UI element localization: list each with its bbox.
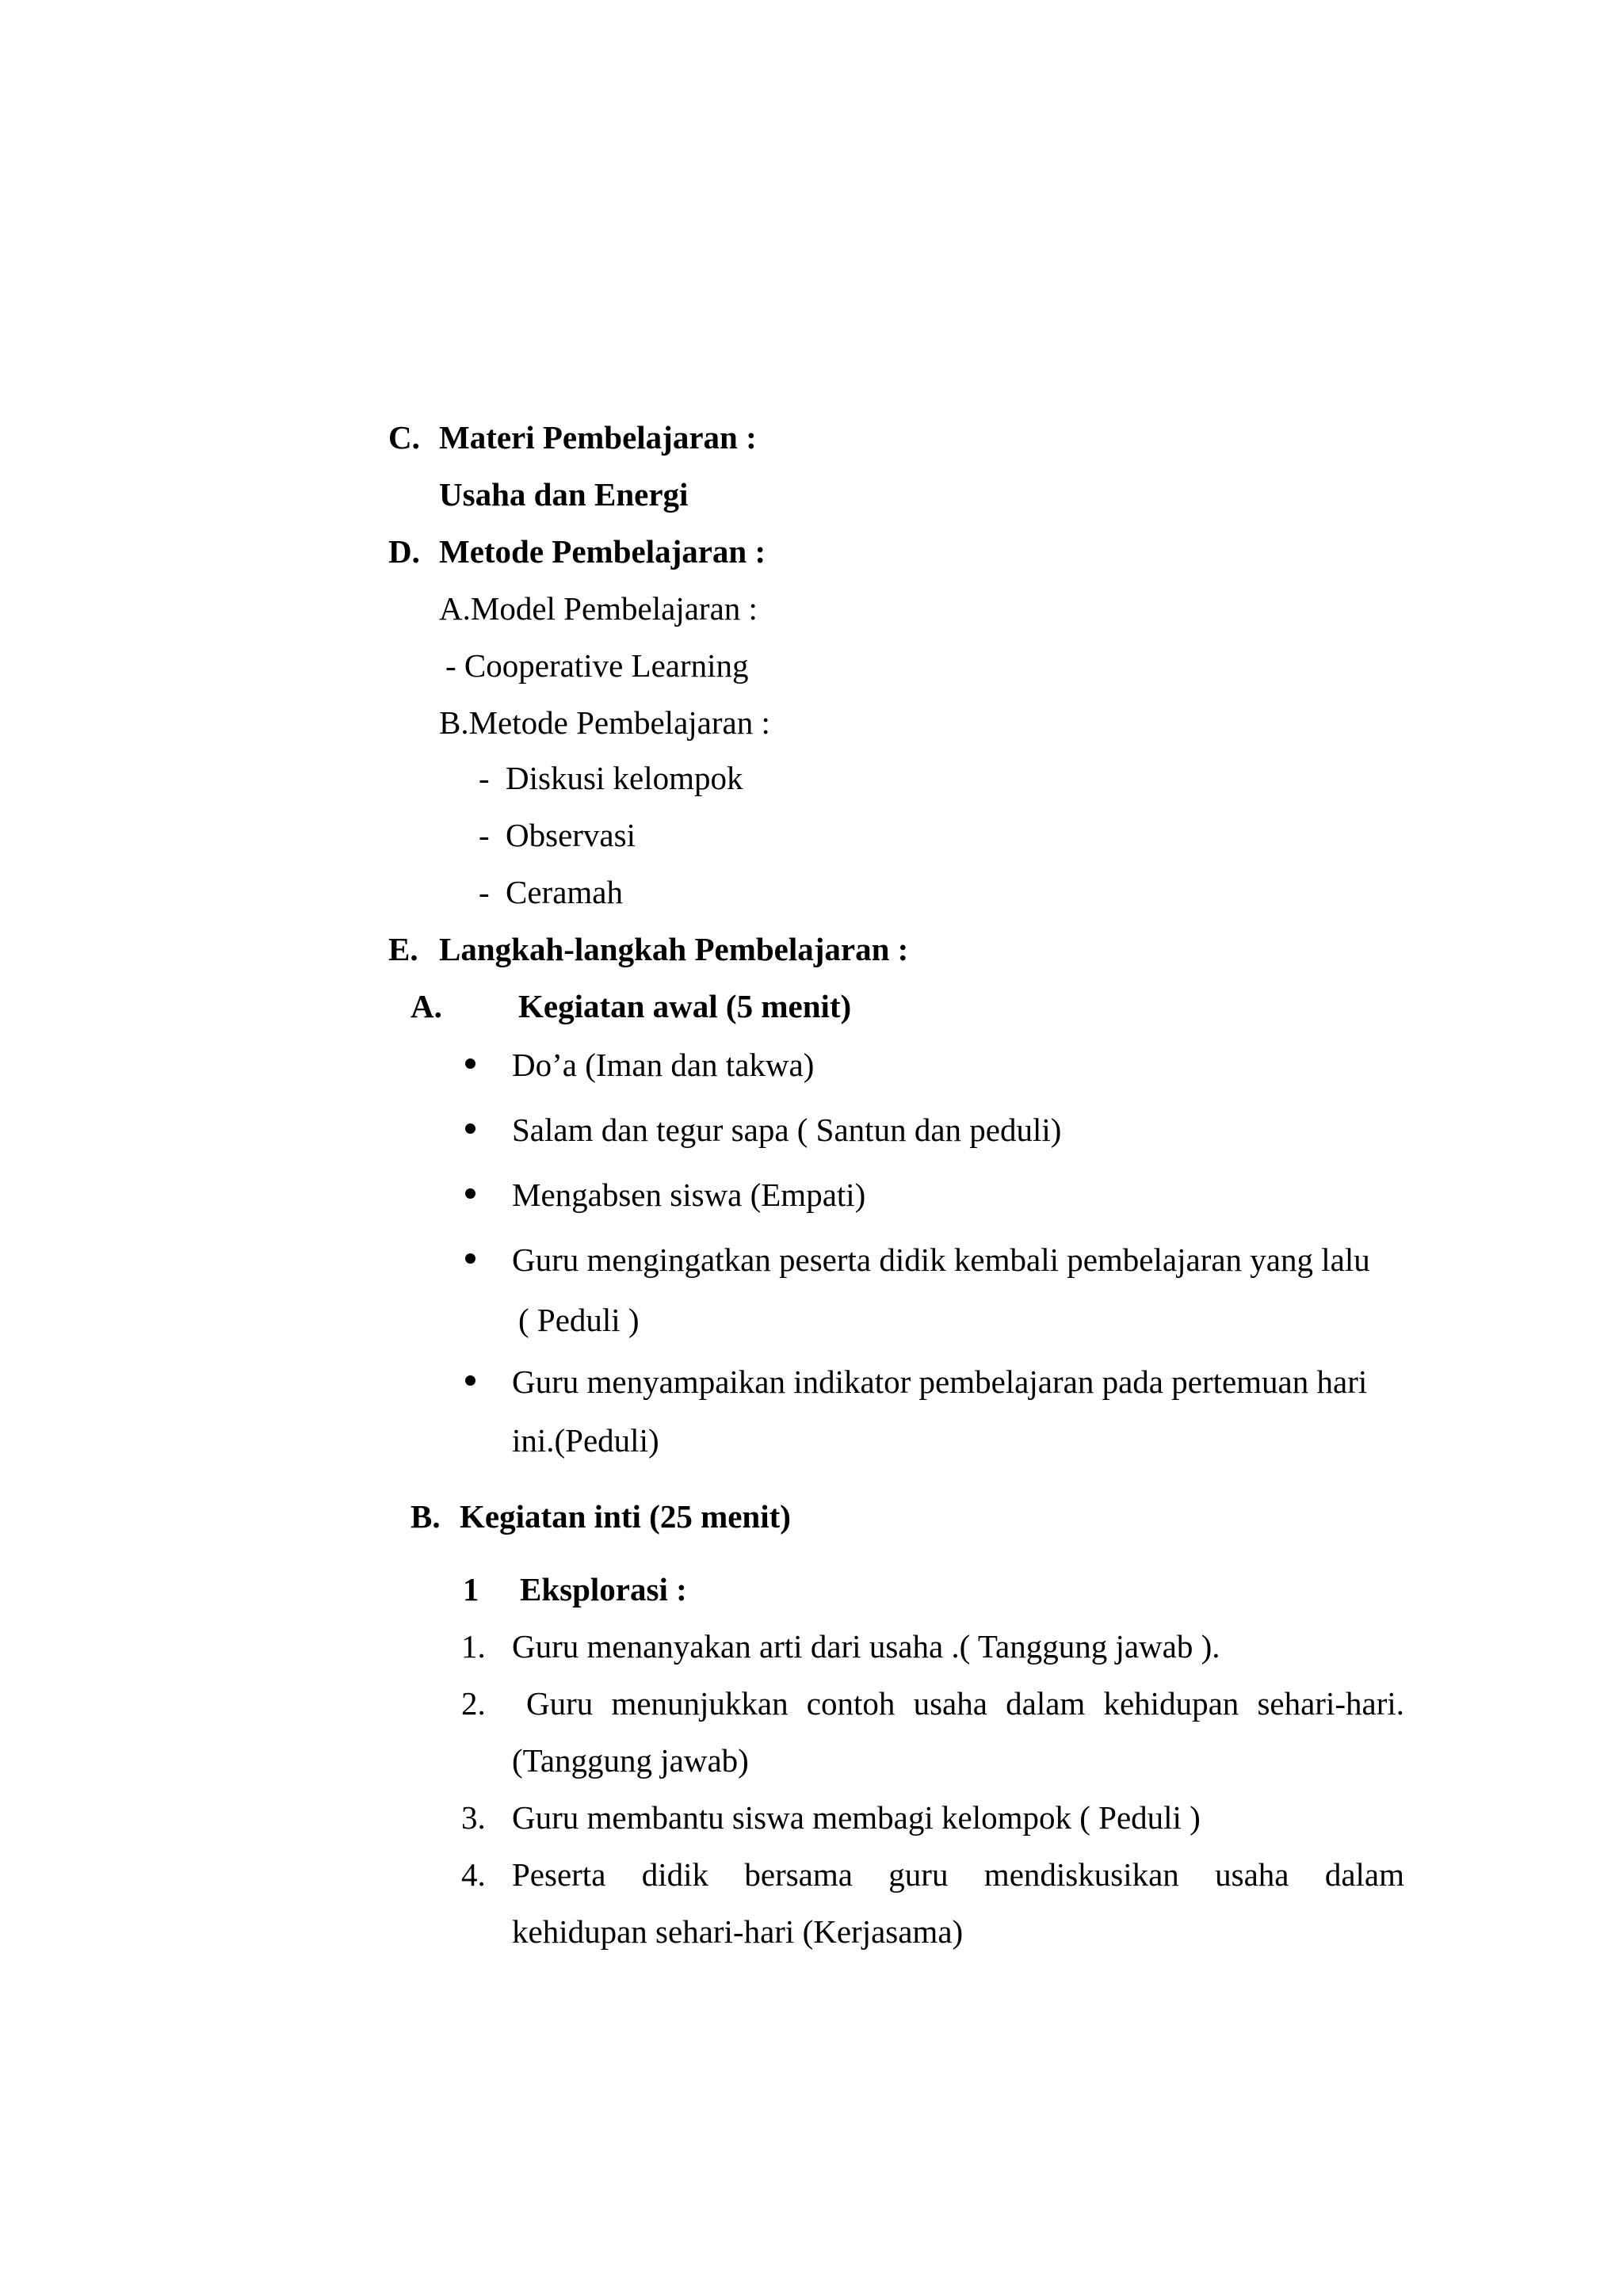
section-d-letter: D. [388, 533, 420, 570]
method-item: Diskusi kelompok [506, 760, 743, 796]
model-heading: A.Model Pembelajaran : [439, 590, 758, 627]
step-number: 2. [461, 1685, 486, 1722]
section-e-heading: Langkah-langkah Pembelajaran : [439, 931, 909, 967]
bullet-icon [465, 1123, 475, 1134]
sub-number: 1 [463, 1571, 479, 1608]
part-a-letter: A. [411, 988, 442, 1024]
bullet-icon [465, 1188, 475, 1199]
part-a-heading: Kegiatan awal (5 menit) [518, 988, 852, 1024]
step-text: Guru membantu siswa membagi kelompok ( Peduli ) [512, 1799, 1201, 1836]
part-b-heading: Kegiatan inti (25 menit) [460, 1498, 791, 1535]
part-b-letter: B. [411, 1498, 441, 1535]
step-text: Peserta didik bersama guru mendiskusikan usaha dalam [512, 1856, 1404, 1893]
step-text: Guru menanyakan arti dari usaha .( Tanggung jawab ). [512, 1628, 1220, 1665]
section-c-topic: Usaha dan Energi [439, 476, 689, 513]
bullet-item: Guru menyampaikan indikator pembelajaran pada pertemuan hari [512, 1363, 1368, 1400]
section-e-letter: E. [388, 931, 418, 967]
bullet-item-continuation: ( Peduli ) [518, 1302, 640, 1338]
bullet-icon [465, 1375, 475, 1386]
model-item: - Cooperative Learning [445, 647, 749, 684]
step-number: 3. [461, 1799, 486, 1836]
bullet-item: Salam dan tegur sapa ( Santun dan peduli) [512, 1112, 1062, 1148]
bullet-icon [465, 1253, 475, 1264]
method-dash: - [479, 817, 490, 853]
step-number: 4. [461, 1856, 486, 1893]
method-dash: - [479, 874, 490, 910]
step-text-continuation: kehidupan sehari-hari (Kerjasama) [512, 1913, 964, 1950]
bullet-item-continuation: ini.(Peduli) [512, 1422, 659, 1459]
section-c-heading: Materi Pembelajaran : [439, 419, 757, 456]
step-text: Guru menunjukkan contoh usaha dalam kehidupan sehari-hari. [526, 1685, 1404, 1722]
method-dash: - [479, 760, 490, 796]
bullet-item: Guru mengingatkan peserta didik kembali pembelajaran yang lalu [512, 1241, 1370, 1278]
bullet-item: Do’a (Iman dan takwa) [512, 1047, 815, 1083]
step-number: 1. [461, 1628, 486, 1665]
bullet-icon [465, 1058, 475, 1069]
step-text-continuation: (Tanggung jawab) [512, 1742, 749, 1779]
section-d-heading: Metode Pembelajaran : [439, 533, 766, 570]
section-c-letter: C. [388, 419, 420, 456]
bullet-item: Mengabsen siswa (Empati) [512, 1177, 866, 1213]
method-heading: B.Metode Pembelajaran : [439, 704, 770, 741]
method-item: Ceramah [506, 874, 623, 910]
method-item: Observasi [506, 817, 636, 853]
sub-heading: Eksplorasi : [520, 1571, 687, 1608]
